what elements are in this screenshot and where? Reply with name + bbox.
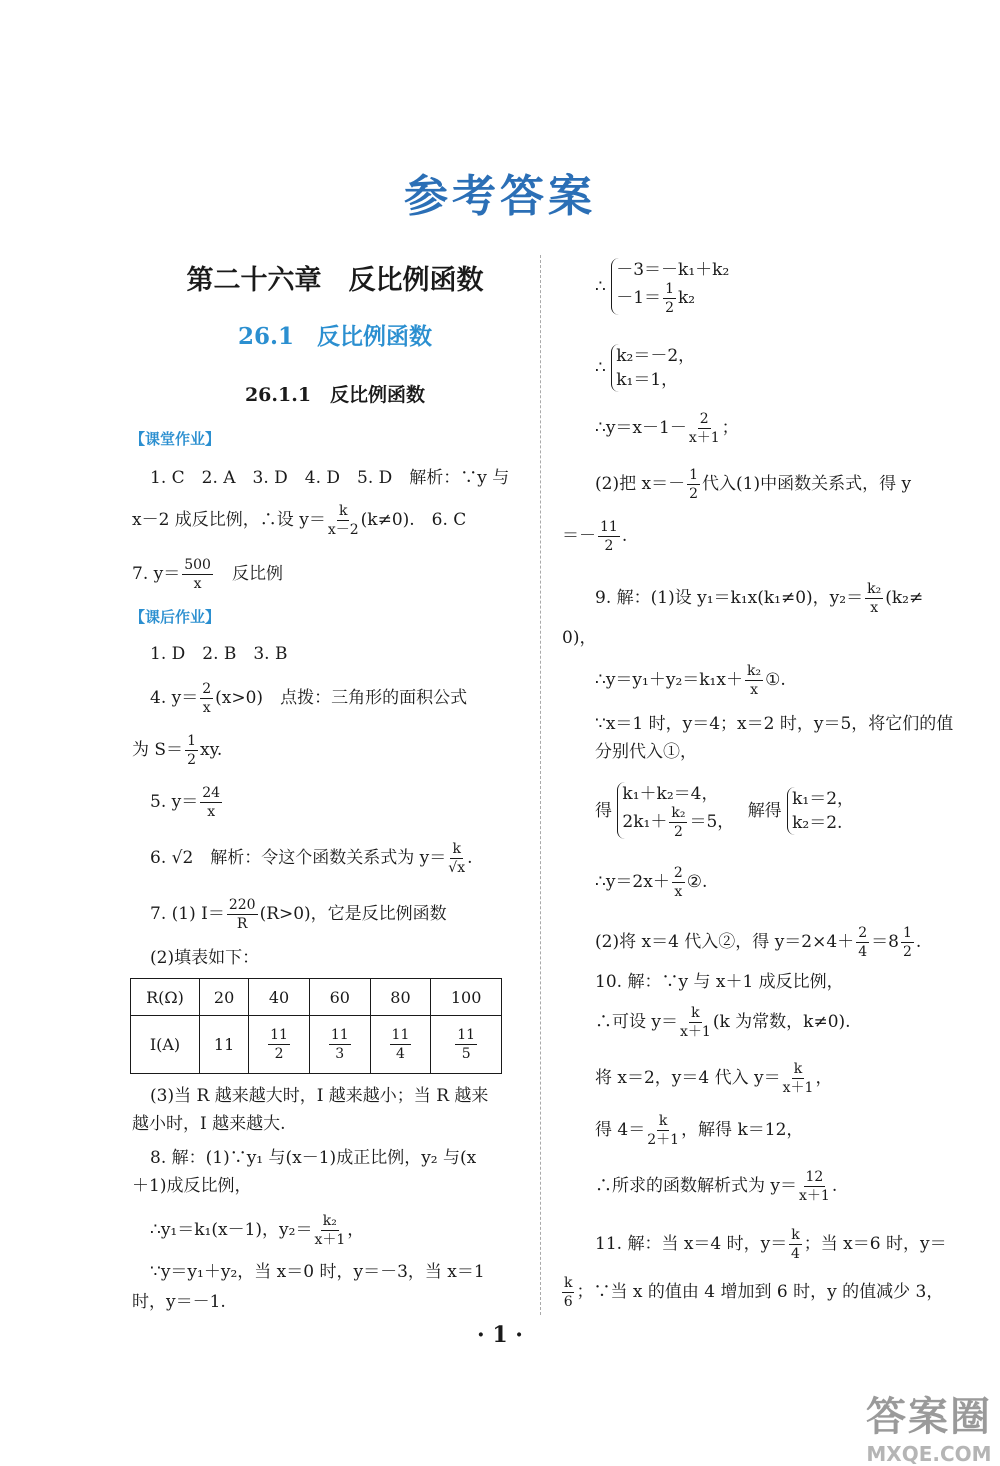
page-title: 参考答案: [404, 171, 596, 222]
answer-line: (2)填表如下：: [150, 948, 260, 968]
column-divider: [540, 255, 541, 1315]
watermark: [866, 1385, 992, 1466]
classwork-tag: 【课堂作业】: [130, 430, 221, 448]
answer-line: 6. √2 解析：令这个函数关系式为 y＝ $\frac{k}{√x}$ .: [150, 841, 473, 876]
answer-line: ＝－ $\frac{11}{2}$ .: [562, 519, 628, 554]
subsection-heading: 26.1.1 反比例函数: [244, 384, 426, 406]
answer-line: (2)把 x＝－ $\frac{1}{2}$ 代入(1)中函数关系式，得 y: [595, 467, 912, 502]
answer-line: 1. D 2. B 3. B: [150, 644, 288, 664]
table-cell: $\frac{11}{5}$: [431, 1016, 502, 1074]
answer-line: 9. 解：(1)设 y₁＝k₁x(k₁≠0)，y₂＝ $\frac{\text{k₂}}{x}$ (k₂≠: [595, 581, 924, 616]
answer-line: x－2 成反比例，∴设 y＝ $\frac{k}{x-2}$ (k≠0). 6. C: [132, 503, 467, 538]
table-row: [131, 1016, 502, 1074]
table-cell: 11: [200, 1016, 249, 1074]
table-cell: R(Ω): [131, 979, 200, 1016]
answer-line: 8. 解：(1)∵y₁ 与(x－1)成正比例，y₂ 与(x: [150, 1148, 477, 1168]
answer-line: 4. y＝ $\frac{2}{x}$ (x>0) 点拨：三角形的面积公式: [150, 681, 468, 716]
answer-line: ∴y₁＝k₁(x－1)，y₂＝ $\frac{\text{k₂}}{x+1}$ ，: [150, 1213, 365, 1248]
table-cell: $\frac{11}{3}$: [309, 1016, 370, 1074]
table-cell: 40: [249, 979, 310, 1016]
table-cell: 60: [309, 979, 370, 1016]
answer-line: ∴y＝2x＋ $\frac{2}{x}$ ②.: [595, 865, 708, 900]
answer-line: 为 S＝ $\frac{1}{2}$ xy.: [132, 733, 223, 768]
answer-line: 1. C 2. A 3. D 4. D 5. D 解析：∵y 与: [150, 468, 510, 488]
table-cell: 20: [200, 979, 249, 1016]
table-row: [131, 979, 502, 1016]
watermark-url: MXQE.COM: [866, 1442, 992, 1466]
answer-line: 5. y＝ $\frac{24}{x}$: [150, 785, 221, 820]
answer-line: 0)，: [562, 628, 597, 648]
watermark-text: 答案圈: [866, 1394, 992, 1440]
system-of-equations: 得 k₁＋k₂＝4， 2k₁＋ $\frac{\text{k₂}}{2}$ ＝5， 解得 k₁＝2， k₂＝2.: [595, 784, 855, 840]
answer-line: ∵y＝y₁＋y₂，当 x＝0 时，y＝－3，当 x＝1: [150, 1262, 485, 1282]
answer-line: 分别代入①，: [595, 742, 697, 762]
answer-line: ∴可设 y＝ $\frac{k}{x+1}$ (k 为常数，k≠0).: [595, 1005, 851, 1040]
answer-line: (2)将 x＝4 代入②，得 y＝2×4＋ $\frac{2}{4}$ ＝8 $\frac{1}{2}$ .: [595, 925, 922, 960]
answer-line: 7. y＝ $\frac{500}{x}$ 反比例: [132, 557, 283, 592]
answer-line: ∴所求的函数解析式为 y＝ $\frac{12}{x+1}$ .: [595, 1169, 838, 1204]
system-of-equations: ∴ k₂＝－2， k₁＝1，: [595, 346, 696, 390]
table-cell: 100: [431, 979, 502, 1016]
answer-line: ∴y＝y₁＋y₂＝k₁x＋ $\frac{\text{k₂}}{x}$ ①.: [595, 663, 786, 698]
answer-line: (3)当 R 越来越大时，I 越来越小；当 R 越来: [150, 1086, 489, 1106]
answer-line: 10. 解：∵y 与 x＋1 成反比例，: [595, 972, 844, 992]
answer-line: 得 4＝ $\frac{k}{2+1}$ ，解得 k＝12，: [595, 1113, 804, 1148]
answer-line: $\frac{k}{6}$ ；∵当 x 的值由 4 增加到 6 时，y 的值减少 3，: [563, 1275, 944, 1310]
resistance-current-table: [130, 978, 502, 1074]
table-cell: 80: [370, 979, 431, 1016]
answer-line: 11. 解：当 x＝4 时，y＝ $\frac{k}{4}$ ；当 x＝6 时，y＝: [595, 1227, 947, 1262]
answer-line: 7. (1) I＝ $\frac{220}{R}$ (R>0)，它是反比例函数: [150, 897, 447, 932]
answer-line: ＋1)成反比例，: [132, 1176, 252, 1196]
page-number: · 1 ·: [477, 1322, 523, 1348]
table-cell: $\frac{11}{2}$: [249, 1016, 310, 1074]
homework-tag: 【课后作业】: [130, 608, 221, 626]
table-cell: $\frac{11}{4}$: [370, 1016, 431, 1074]
section-heading: 26.1 反比例函数: [237, 323, 433, 350]
table-cell: I(A): [131, 1016, 200, 1074]
chapter-heading: 第二十六章 反比例函数: [186, 265, 484, 296]
answer-line: 时，y＝－1.: [132, 1292, 226, 1312]
answer-line: 将 x＝2，y＝4 代入 y＝ $\frac{k}{x+1}$ ，: [595, 1061, 833, 1096]
answer-line: ∵x＝1 时，y＝4；x＝2 时，y＝5，将它们的值: [595, 714, 954, 734]
answer-line: ∴y＝x－1－ $\frac{2}{x+1}$ ；: [595, 411, 739, 446]
answer-line: 越小时，I 越来越大.: [132, 1114, 286, 1134]
system-of-equations: ∴ －3＝－k₁＋k₂ －1＝ $\frac{1}{2}$ k₂: [595, 260, 730, 316]
